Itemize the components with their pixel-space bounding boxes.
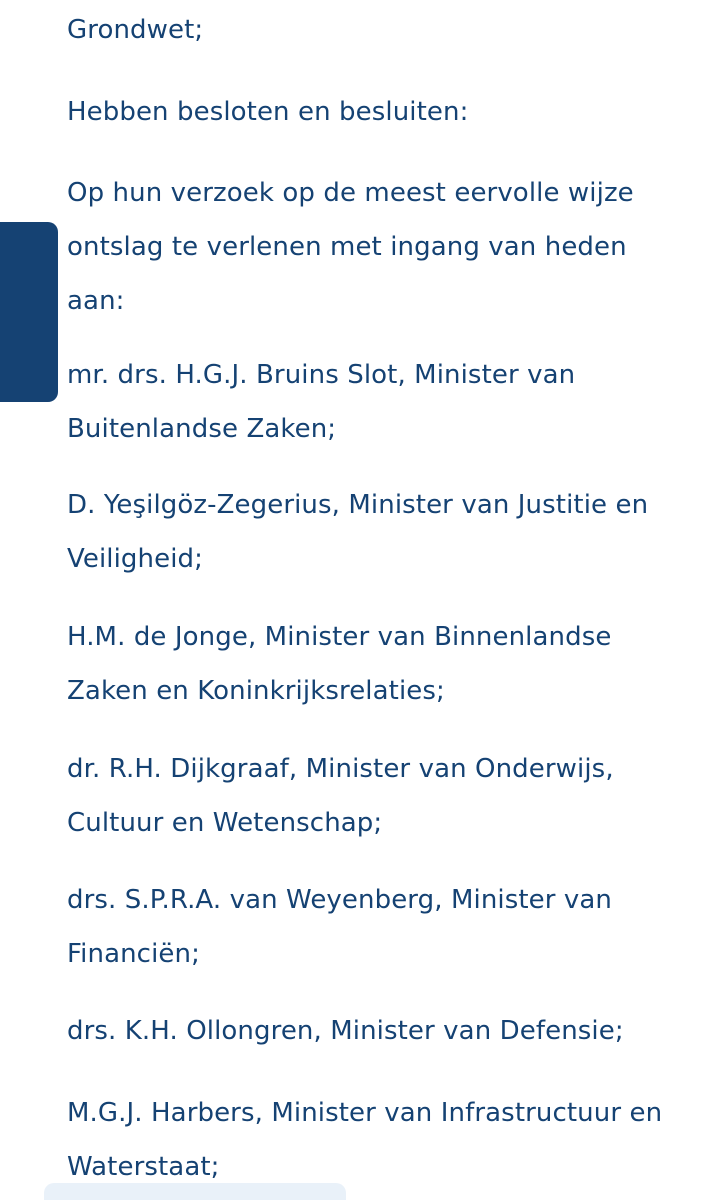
text-line: Buitenlandse Zaken;	[67, 414, 337, 444]
text-line: ontslag te verlenen met ingang van heden	[67, 232, 627, 262]
paragraph-minister-defensie	[67, 1004, 707, 1058]
details-toggle-button[interactable]	[0, 222, 58, 543]
text-line: D. Yeşilgöz-Zegerius, Minister van Justitie en	[67, 490, 649, 520]
paragraph-ontslag	[67, 166, 707, 328]
text-line: Grondwet;	[67, 15, 204, 45]
paragraph-grondwet	[67, 3, 707, 57]
text-line: drs. K.H. Ollongren, Minister van Defensie;	[67, 1016, 624, 1046]
text-line: H.M. de Jonge, Minister van Binnenlandse	[67, 622, 612, 652]
text-line: Cultuur en Wetenschap;	[67, 808, 383, 838]
text-line: Veiligheid;	[67, 544, 204, 574]
chevron-right-icon	[13, 582, 43, 612]
text-line: Waterstaat;	[67, 1152, 220, 1182]
text-line: M.G.J. Harbers, Minister van Infrastructuur en	[67, 1098, 663, 1128]
text-line: Financiën;	[67, 939, 200, 969]
paragraph-minister-financien	[67, 873, 707, 981]
paragraph-minister-onderwijs	[67, 742, 707, 850]
paragraph-minister-buitenlandse-zaken	[67, 348, 707, 456]
paragraph-besluiten	[67, 85, 707, 139]
bottom-panel-edge	[44, 1183, 346, 1200]
text-line: mr. drs. H.G.J. Bruins Slot, Minister van	[67, 360, 576, 390]
paragraph-minister-justitie	[67, 478, 707, 586]
paragraph-minister-infrastructuur	[67, 1086, 707, 1194]
text-line: drs. S.P.R.A. van Weyenberg, Minister van	[67, 885, 613, 915]
paragraph-minister-binnenlandse-zaken	[67, 610, 707, 718]
text-line: Zaken en Koninkrijksrelaties;	[67, 676, 445, 706]
text-line: Hebben besloten en besluiten:	[67, 97, 469, 127]
text-line: aan:	[67, 286, 125, 316]
text-line: dr. R.H. Dijkgraaf, Minister van Onderwijs,	[67, 754, 614, 784]
text-line: Op hun verzoek op de meest eervolle wijze	[67, 178, 634, 208]
details-label: Details	[18, 467, 40, 543]
